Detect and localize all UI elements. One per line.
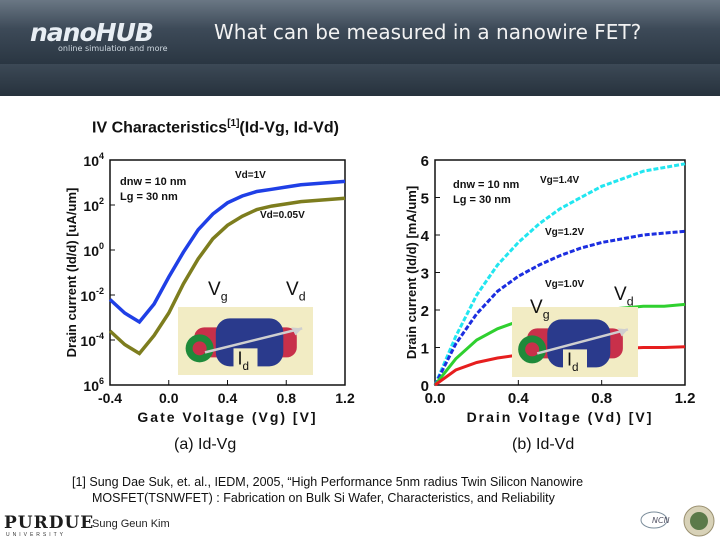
y-axis-label-b: Drain current (Id/d) [mA/um] <box>404 185 419 360</box>
param-lg-b: Lg = 30 nm <box>453 194 511 206</box>
purdue-logo-sub: UNIVERSITY <box>6 532 67 538</box>
y-tick-label-a: $10^0$ <box>83 241 104 259</box>
x-tick-label-b: 1.2 <box>674 390 696 407</box>
caption-id-vg: (a) Id-Vg <box>174 436 237 453</box>
source-core <box>193 341 207 355</box>
author-name: Sung Geun Kim <box>92 518 170 530</box>
header-bar <box>0 0 720 64</box>
x-tick-label-a: 0.0 <box>159 390 179 406</box>
x-tick-label-b: 0.0 <box>424 390 446 407</box>
series-label-a-0: Vd=1V <box>235 170 266 181</box>
chart-id-vd <box>400 140 700 425</box>
label-vd-a: $V_d$ <box>286 279 306 304</box>
slide-title: What can be measured in a nanowire FET? <box>214 20 642 44</box>
y-tick-label-a: $10^{-4}$ <box>80 331 104 349</box>
x-tick-label-a: 0.4 <box>217 390 238 406</box>
logo-tagline: online simulation and more <box>58 44 168 53</box>
y-tick-label-a: $10^2$ <box>83 196 104 214</box>
x-tick-label-b: 0.8 <box>591 390 613 407</box>
label-vd-b: $V_d$ <box>614 284 634 309</box>
y-tick-label-a: $10^4$ <box>83 151 104 169</box>
reference-line-1: [1] Sung Dae Suk, et. al., IEDM, 2005, “High Performance 5nm radius Twin Silicon Nanowire <box>72 475 584 489</box>
y-tick-label-b: 1 <box>420 340 429 358</box>
y-tick-label-a: $10^{-2}$ <box>80 286 104 304</box>
label-vg-b: $V_g$ <box>530 297 550 322</box>
x-tick-label-a: -0.4 <box>97 390 123 406</box>
section-title-suffix: (Id-Vg, Id-Vd) <box>239 119 339 137</box>
series-label-b-0: Vg=1.4V <box>540 175 580 186</box>
section-title-text: IV Characteristics <box>92 119 228 137</box>
y-tick-label-b: 5 <box>420 190 429 208</box>
y-tick-label-a: $10^6$ <box>83 376 104 394</box>
label-vg-a: $V_g$ <box>208 279 228 304</box>
y-tick-label-b: 3 <box>420 265 429 283</box>
section-title <box>92 118 339 137</box>
x-tick-label-b: 0.4 <box>507 390 529 407</box>
nanohub-logo: nanoHUB <box>30 18 153 47</box>
purdue-logo: PURDUE <box>4 513 95 533</box>
x-tick-label-a: 0.8 <box>276 390 296 406</box>
header-band <box>0 64 720 96</box>
series-label-b-1: Vg=1.2V <box>545 227 585 238</box>
reference-citation <box>72 474 672 506</box>
series-label-a-1: Vd=0.05V <box>260 210 305 221</box>
x-tick-label-a: 1.2 <box>335 390 355 406</box>
series-label-b-2: Vg=1.0V <box>545 279 585 290</box>
label-id: $I_d$ <box>237 348 250 373</box>
x-axis-label-b: Drain Voltage (Vd) [V] <box>466 409 654 425</box>
label-id: $I_d$ <box>567 349 579 374</box>
param-lg-a: Lg = 30 nm <box>120 191 178 203</box>
reference-line-2: MOSFET(TSNWFET) : Fabrication on Bulk Si Wafer, Characteristics, and Reliability <box>92 491 555 505</box>
y-tick-label-b: 0 <box>420 378 429 395</box>
ncn-logo-icon <box>640 506 672 532</box>
y-axis-label-a: Drain current (Id/d) [uA/um] <box>64 187 79 358</box>
x-axis-label-a: Gate Voltage (Vg) [V] <box>137 409 318 425</box>
reference-mark: [1] <box>227 118 240 129</box>
y-tick-label-b: 6 <box>420 153 429 170</box>
y-tick-label-b: 4 <box>420 228 429 245</box>
chart-id-vg <box>60 140 360 425</box>
svg-text:NCN: NCN <box>652 516 670 525</box>
param-dnw-a: dnw = 10 nm <box>120 176 187 188</box>
y-tick-label-b: 2 <box>420 303 429 320</box>
source-core <box>525 342 539 356</box>
nsf-seal-icon <box>683 505 715 537</box>
caption-id-vd: (b) Id-Vd <box>512 436 575 453</box>
param-dnw-b: dnw = 10 nm <box>453 179 520 191</box>
